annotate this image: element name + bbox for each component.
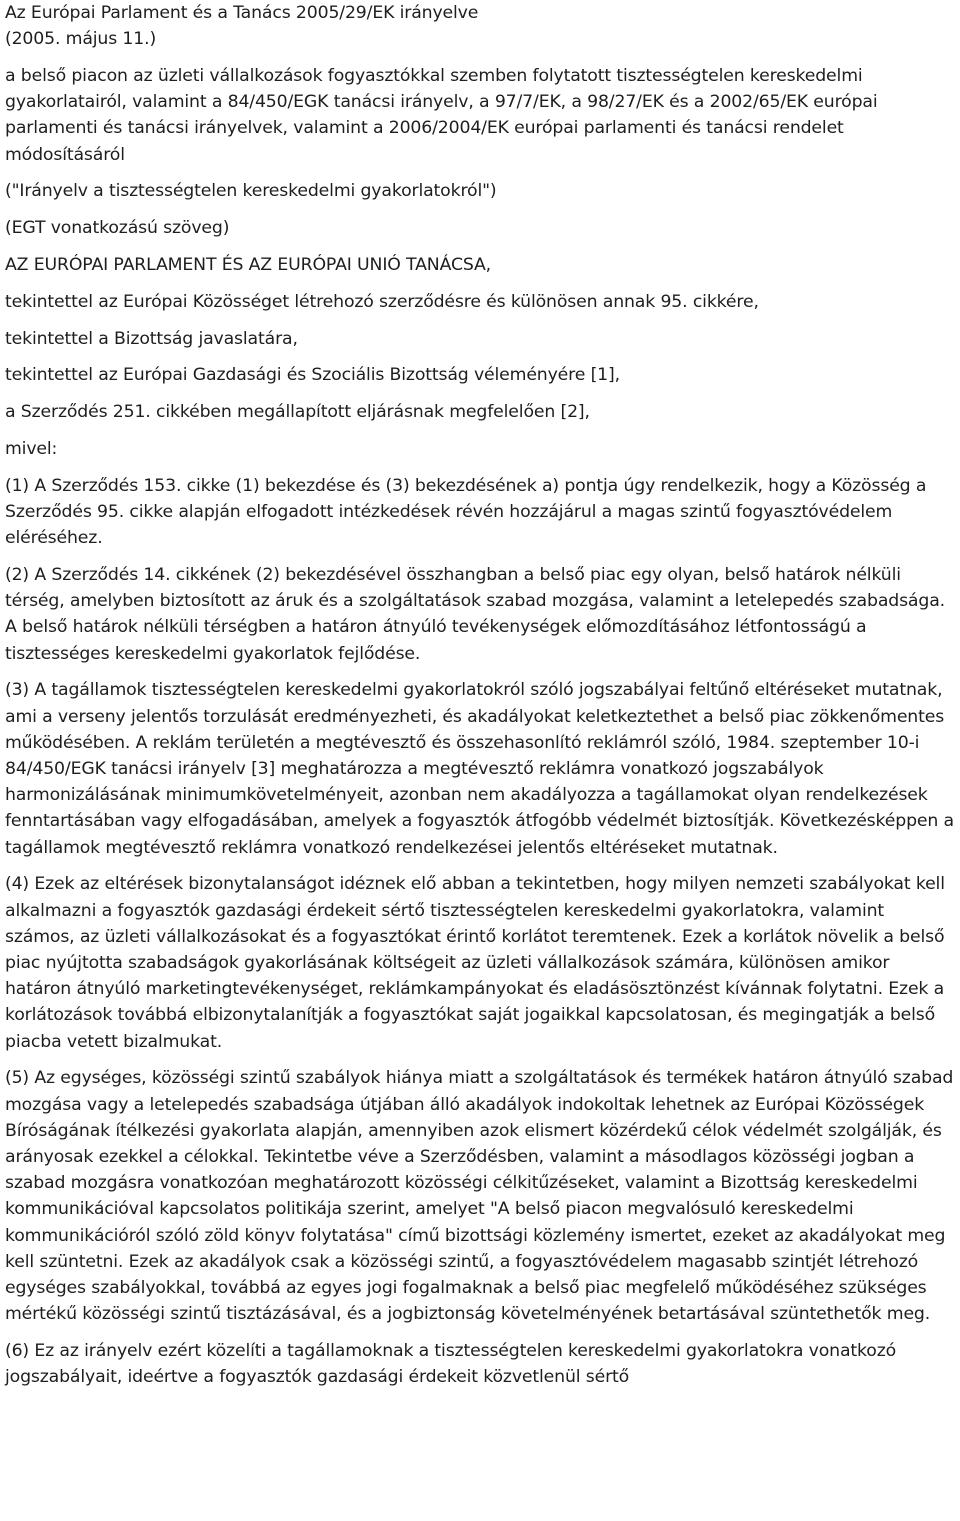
document-short-title: ("Irányelv a tisztességtelen kereskedelmi gyakorlatokról") — [5, 181, 497, 202]
citation: a Szerződés 251. cikkében megállapított eljárásnak megfelelően [2], — [5, 402, 590, 423]
citation: tekintettel az Európai Gazdasági és Szociális Bizottság véleményére [1], — [5, 365, 620, 386]
document-title: Az Európai Parlament és a Tanács 2005/29/EK irányelve — [5, 3, 479, 23]
document-subject: a belső piacon az üzleti vállalkozások fogyasztókkal szemben folytatott tisztességtelen kereskedelmi gyakorlatairól, valamint a 84/450/EGK tanácsi irányelv, a 97/7/EK, a 98/27/EK és a 2002/65/EK európai parlamenti és tanácsi irányelvek, valamint a 2006/2004/EK európai parlamenti és tanácsi rendelet módosításáról — [5, 66, 878, 165]
document-date: (2005. május 11.) — [5, 29, 157, 50]
recital-6: (6) Ez az irányelv ezért közelíti a tagállamoknak a tisztességtelen kereskedelmi gyakorlatokra vonatkozó jogszabályait, ideértve a fogyasztók gazdasági érdekeit közvetlenül sértő — [5, 1341, 897, 1388]
recital-2: (2) A Szerződés 14. cikkének (2) bekezdésével összhangban a belső piac egy olyan, belső határok nélküli térség, amelyben biztosított az áruk és a szolgáltatások szabad mozgása, valamint a letelepedés szabadsága. A belső határok nélküli térségben a határon átnyúló tevékenységek előmozdításához létfontosságú a tisztességes kereskedelmi gyakorlatok fejlődése. — [5, 564, 945, 664]
document-page — [5, 0, 955, 1401]
issuer-line: AZ EURÓPAI PARLAMENT ÉS AZ EURÓPAI UNIÓ TANÁCSA, — [5, 255, 492, 275]
eea-relevance: (EGT vonatkozású szöveg) — [5, 218, 230, 239]
citation: tekintettel az Európai Közösséget létrehozó szerződésre és különösen annak 95. cikkére, — [5, 291, 759, 312]
citation: tekintettel a Bizottság javaslatára, — [5, 328, 298, 349]
recital-1: (1) A Szerződés 153. cikke (1) bekezdése és (3) bekezdésének a) pontja úgy rendelkezik, hogy a Közösség a Szerződés 95. cikke alapján elfogadott intézkedések révén hozzájárul a magas szintű fogyasztóvédelem eléréséhez. — [5, 475, 927, 549]
whereas-label: mivel: — [5, 438, 58, 459]
recital-3: (3) A tagállamok tisztességtelen kereskedelmi gyakorlatokról szóló jogszabályai feltűnő eltéréseket mutatnak, ami a verseny jelentős torzulását eredményezheti, és akadályokat keletkeztethet a belső piac zökkenőmentes működésében. A reklám területén a megtévesztő és összehasonlító reklámról szóló, 1984. szeptember 10-i 84/450/EGK tanácsi irányelv [3] meghatározza a megtévesztő reklámra vonatkozó jogszabályok harmonizálásának minimumkövetelményeit, azonban nem akadályozza a tagállamokat olyan rendelkezések fenntartásában vagy elfogadásában, amelyek a fogyasztók átfogóbb védelmét biztosítják. Következésképpen a tagállamok megtévesztő reklámra vonatkozó rendelkezései jelentős eltéréseket mutatnak. — [5, 680, 954, 858]
recital-5: (5) Az egységes, közösségi szintű szabályok hiánya miatt a szolgáltatások és termékek határon átnyúló szabad mozgása vagy a letelepedés szabadsága útjában álló akadályok indokoltak lehetnek az Európai Közösségek Bíróságának ítélkezési gyakorlata alapján, amennyiben azok elismert közérdekű célok védelmét szolgálják, és arányosak ezekkel a célokkal. Tekintetbe véve a Szerződésben, valamint a másodlagos közösségi jogban a szabad mozgásra vonatkozóan meghatározott közösségi célkitűzéseket, valamint a Bizottság kereskedelmi kommunikációval kapcsolatos politikája szerint, amelyet "A belső piacon megvalósuló kereskedelmi kommunikációról szóló zöld könyv folytatása" című bizottsági közlemény ismertet, ezeket az akadályokat meg kell szüntetni. Ezek az akadályok csak a közösségi szintű, a fogyasztóvédelem magasabb szintjét létrehozó egységes szabályokkal, továbbá az egyes jogi fogalmaknak a belső piac megfelelő működéséhez szükséges mértékű közösségi szintű tisztázásával, és a jogbiztonság követelményének betartásával szüntethetők meg. — [5, 1068, 954, 1325]
recital-4: (4) Ezek az eltérések bizonytalanságot idéznek elő abban a tekintetben, hogy milyen nemzeti szabályokat kell alkalmazni a fogyasztók gazdasági érdekeit sértő tisztességtelen kereskedelmi gyakorlatokra, valamint számos, az üzleti vállalkozásokat és a fogyasztókat érintő korlátot teremtenek. Ezek a korlátok növelik a belső piac nyújtotta szabadságok gyakorlásának költségeit az üzleti vállalkozások számára, különösen amikor határon átnyúló marketingtevékenységet, reklámkampányokat és eladásösztönzést kívánnak folytatni. Ezek a korlátozások továbbá elbizonytalanítják a fogyasztókat saját jogaikkal kapcsolatosan, és megingatják a belső piacba vetett bizalmukat. — [5, 874, 945, 1052]
